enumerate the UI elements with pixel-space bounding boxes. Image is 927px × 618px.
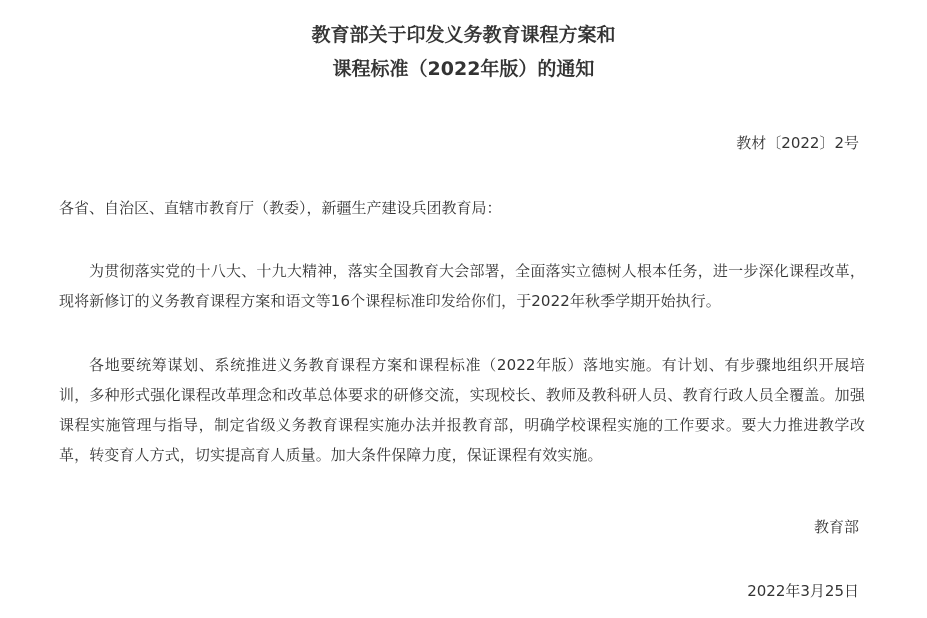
- document-number: 教材〔2022〕2号: [736, 134, 859, 152]
- salutation: 各省、自治区、直辖市教育厅（教委），新疆生产建设兵团教育局：: [59, 199, 502, 217]
- issuer-signature: 教育部: [813, 518, 859, 536]
- title-line-2: 课程标准（2022年版）的通知: [332, 58, 595, 80]
- document-title: [0, 18, 927, 86]
- issue-date: 2022年3月25日: [747, 582, 859, 600]
- body-paragraph-1: 为贯彻落实党的十八大、十九大精神，落实全国教育大会部署，全面落实立德树人根本任务，进一步深化课程改革，现将新修订的义务教育课程方案和语文等16个课程标准印发给你们，于2022年秋季学期开始执行。: [59, 262, 865, 310]
- title-line-1: 教育部关于印发义务教育课程方案和: [311, 24, 616, 46]
- body-paragraph-2: 各地要统筹谋划、系统推进义务教育课程方案和课程标准（2022年版）落地实施。有计划、有步骤地组织开展培训，多种形式强化课程改革理念和改革总体要求的研修交流，实现校长、教师及教科研人员、教育行政人员全覆盖。加强课程实施管理与指导，制定省级义务教育课程实施办法并报教育部，明确学校课程实施的工作要求。要大力推进教学改革，转变育人方式，切实提高育人质量。加大条件保障力度，保证课程有效实施。: [59, 356, 865, 464]
